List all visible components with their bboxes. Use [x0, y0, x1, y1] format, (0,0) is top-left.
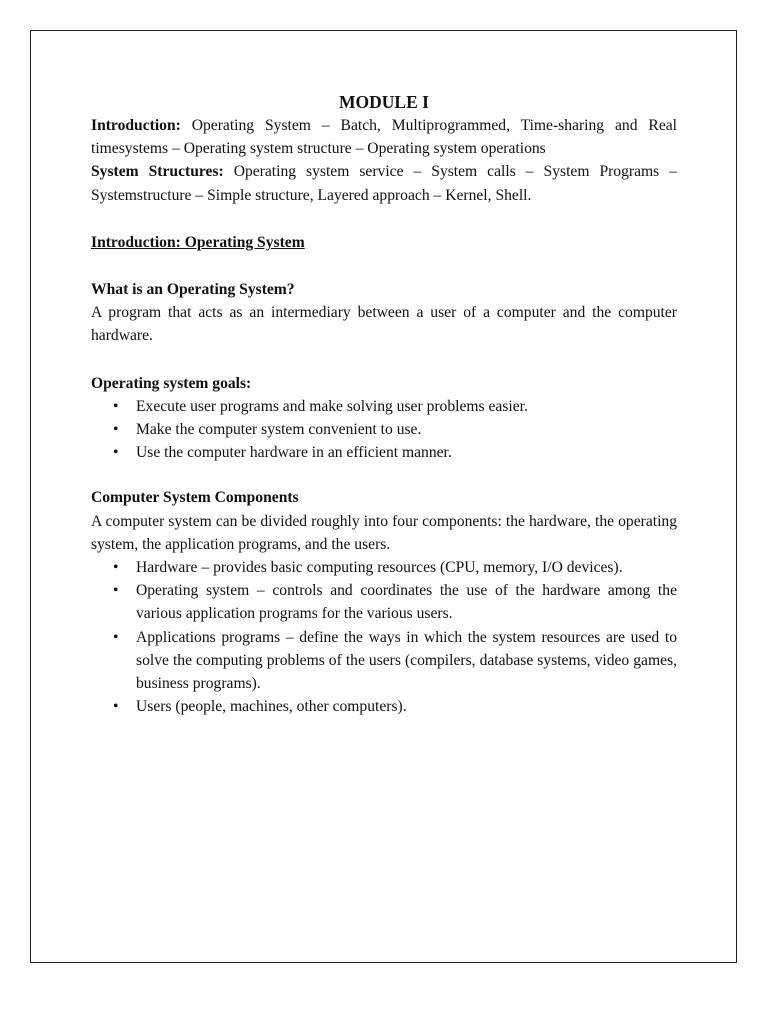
- structures-label: System Structures:: [91, 163, 224, 181]
- components-heading: Computer System Components: [91, 489, 299, 507]
- bullet-icon: •: [113, 582, 119, 600]
- document-body: [91, 90, 677, 718]
- syllabus-introduction: [91, 114, 677, 160]
- bullet-icon: •: [113, 559, 119, 577]
- list-item: • Use the computer hardware in an efficient manner.: [91, 441, 677, 464]
- section-heading: Introduction: Operating System: [91, 233, 305, 251]
- bullet-icon: •: [113, 698, 119, 716]
- list-item: • Applications programs – define the ways in which the system resources are used to solve the computing problems of the users (compilers, database systems, video games, business programs).: [91, 626, 677, 696]
- goals-heading: Operating system goals:: [91, 374, 252, 392]
- list-item: • Execute user programs and make solving user problems easier.: [91, 395, 677, 418]
- components-list: [91, 556, 677, 718]
- module-title: MODULE I: [339, 92, 429, 112]
- what-is-text: A program that acts as an intermediary between a user of a computer and the computer hardware.: [91, 304, 677, 345]
- list-item: • Hardware – provides basic computing resources (CPU, memory, I/O devices).: [91, 556, 677, 579]
- what-is-heading: What is an Operating System?: [91, 281, 295, 299]
- syllabus-structures: [91, 160, 677, 206]
- components-text: A computer system can be divided roughly into four components: the hardware, the operating system, the application programs, and the users.: [91, 512, 677, 553]
- list-item: • Make the computer system convenient to use.: [91, 418, 677, 441]
- bullet-icon: •: [113, 628, 119, 646]
- list-item: • Operating system – controls and coordinates the use of the hardware among the various application programs for the various users.: [91, 579, 677, 625]
- structures-text: Operating system service – System calls – System Programs – Systemstructure – Simple structure, Layered approach – Kernel, Shell.: [91, 163, 677, 204]
- goals-list: [91, 395, 677, 465]
- list-item: • Users (people, machines, other computers).: [91, 695, 677, 718]
- bullet-icon: •: [113, 444, 119, 462]
- intro-label: Introduction:: [91, 117, 181, 134]
- bullet-icon: •: [113, 421, 119, 439]
- bullet-icon: •: [113, 397, 119, 415]
- intro-text: Operating System – Batch, Multiprogrammed, Time-sharing and Real timesystems – Operating system structure – Operating system operations: [91, 117, 677, 158]
